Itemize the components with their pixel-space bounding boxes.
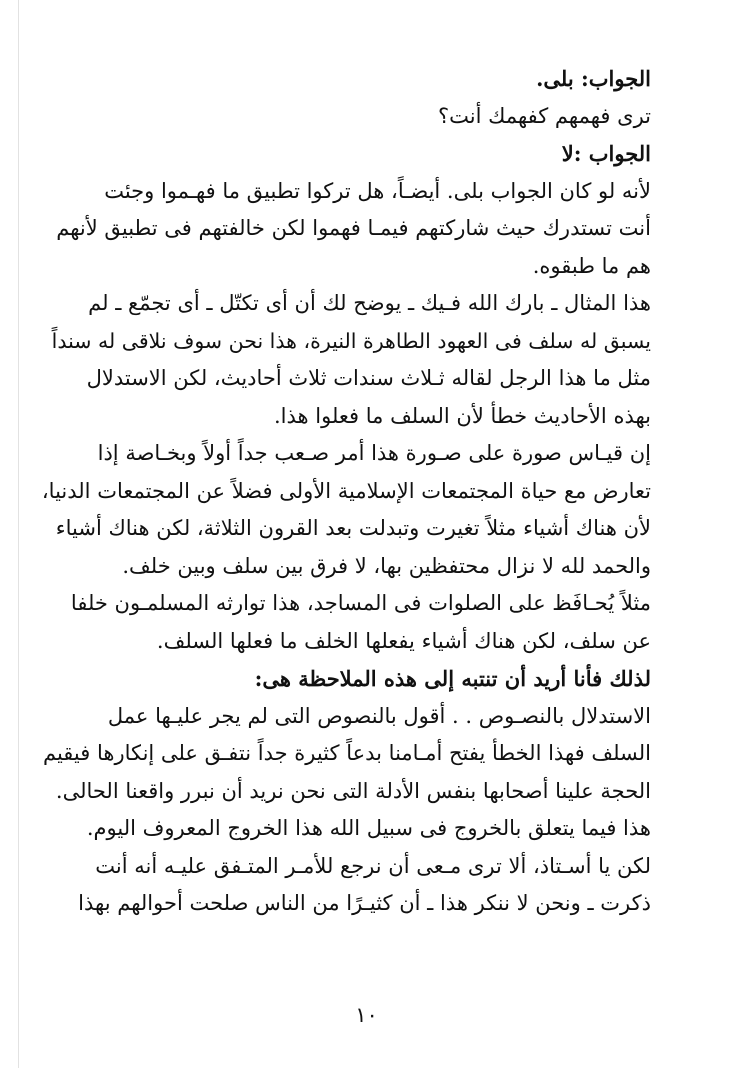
text-line: يسبق له سلف فى العهود الطاهرة النيرة، هذا نحن سوف نلاقى له سنداً (51, 328, 651, 353)
text-line: لأنه لو كان الجواب بلى. أيضـاً، هل تركوا تطبيق ما فهـموا وجئت (104, 178, 651, 203)
question-line: ترى فهمهم كفهمك أنت؟ (438, 103, 651, 128)
text-line: لكن يا أسـتاذ، ألا ترى مـعى أن نرجع للأمـر المتـفق عليـه أنه أنت (95, 853, 651, 878)
text-line: الحجة علينا أصحابها بنفس الأدلة التى نحن نريد أن نبرر واقعنا الحالى. (55, 778, 651, 803)
answer-line: الجواب :لا (561, 141, 651, 166)
text-line: هذا المثال ـ بارك الله فـيك ـ يوضح لك أن أى تكتّل ـ أى تجمّع ـ لم (88, 291, 651, 315)
text-line: هم ما طبقوه. (532, 253, 651, 278)
text-line: ذكرت ـ ونحن لا ننكر هذا ـ أن كثيـرًا من الناس صلحت أحوالهم بهذا (78, 891, 651, 915)
text-line: بهذه الأحاديث خطأ لأن السلف ما فعلوا هذا. (273, 403, 651, 428)
text-line: إن قيـاس صورة على صـورة هذا أمر صـعب جداً أولاً وبخـاصة إذا (97, 441, 651, 465)
text-line: عن سلف، لكن هناك أشياء يفعلها الخلف ما فعلها السلف. (156, 628, 651, 653)
text-line: تعارض مع حياة المجتمعات الإسلامية الأولى فضلاً عن المجتمعات الدنيا، (41, 478, 651, 503)
text-line: مثلاً يُحـافَظ على الصلوات فى المساجد، هذا توارثه المسلمـون خلفا (70, 591, 651, 615)
text-line: لأن هناك أشياء مثلاً تغيرت وتبدلت بعد القرون الثلاثة، لكن هناك أشياء (55, 516, 651, 540)
page-number: ١٠ (355, 1003, 378, 1027)
page-edge-line (18, 0, 19, 1068)
section-heading: لذلك فأنا أريد أن تنتبه إلى هذه الملاحظة هى: (254, 666, 651, 691)
body-text (40, 60, 651, 923)
text-line: هذا فيما يتعلق بالخروج فى سبيل الله هذا الخروج المعروف اليوم. (86, 816, 651, 840)
text-line: أنت تستدرك حيث شاركتهم فيمـا فهموا لكن خالفتهم فى تطبيق لأنهم (56, 216, 651, 240)
text-line: والحمد لله لا نزال محتفظين بها، لا فرق بين سلف وبين خلف. (122, 553, 651, 578)
text-line: السلف فهذا الخطأ يفتح أمـامنا بدعاً كثيرة جداً نتفـق على إنكارها فيقيم (42, 741, 651, 765)
answer-line: الجواب: بلى. (536, 66, 651, 91)
text-line: الاستدلال بالنصـوص . . أقول بالنصوص التى لم يجر عليـها عمل (107, 703, 651, 728)
text-line: مثل ما هذا الرجل لقاله ثـلاث سندات ثلاث أحاديث، لكن الاستدلال (86, 366, 651, 390)
